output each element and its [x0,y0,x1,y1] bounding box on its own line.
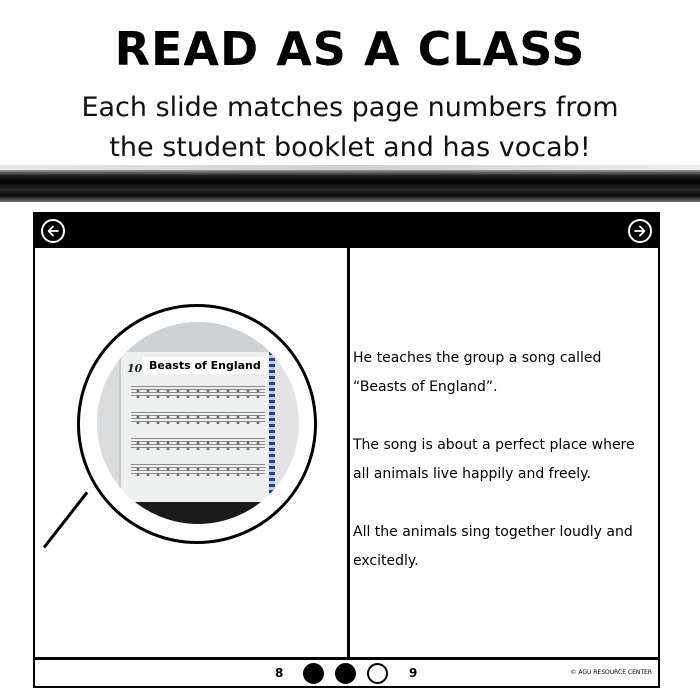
page-dot-1[interactable] [303,663,324,684]
left-page-number: 8 [275,666,284,680]
spiral-binding [269,352,275,502]
page-subtitle [20,88,680,168]
subtitle-line-1: Each slide matches page numbers from [81,92,619,123]
story-paragraph-1: He teaches the group a song called “Beasts of England”. [353,350,602,395]
page-dot-2[interactable] [335,663,356,684]
subtitle-line-2: the student booklet and has vocab! [109,132,591,163]
arrow-left-circle-icon[interactable] [41,219,65,243]
music-page-number: 10 [127,362,143,375]
panel-divider [347,248,350,658]
magnifier-handle [43,491,88,548]
decorative-brush-stripe [0,170,700,202]
footer-divider [35,657,658,660]
story-paragraph-2: The song is about a perfect place where all animals live happily and freely. [353,437,635,482]
arrow-right-circle-icon[interactable] [628,219,652,243]
story-text [353,344,653,605]
song-title-label: Beasts of England [143,357,267,374]
copyright-credit: © AGU RESOURCE CENTER [570,669,652,676]
story-paragraph-3: All the animals sing together loudly and excitedly. [353,524,633,569]
sheet-music-photo [97,322,299,524]
page-dot-3[interactable] [367,663,388,684]
slide-preview [33,212,660,688]
music-page [119,352,273,502]
right-page-number: 9 [409,666,418,680]
slide-top-bar [35,214,658,248]
page-title: READ AS A CLASS [114,22,586,76]
page-indicator [35,661,658,687]
slide-image-panel [35,248,347,658]
